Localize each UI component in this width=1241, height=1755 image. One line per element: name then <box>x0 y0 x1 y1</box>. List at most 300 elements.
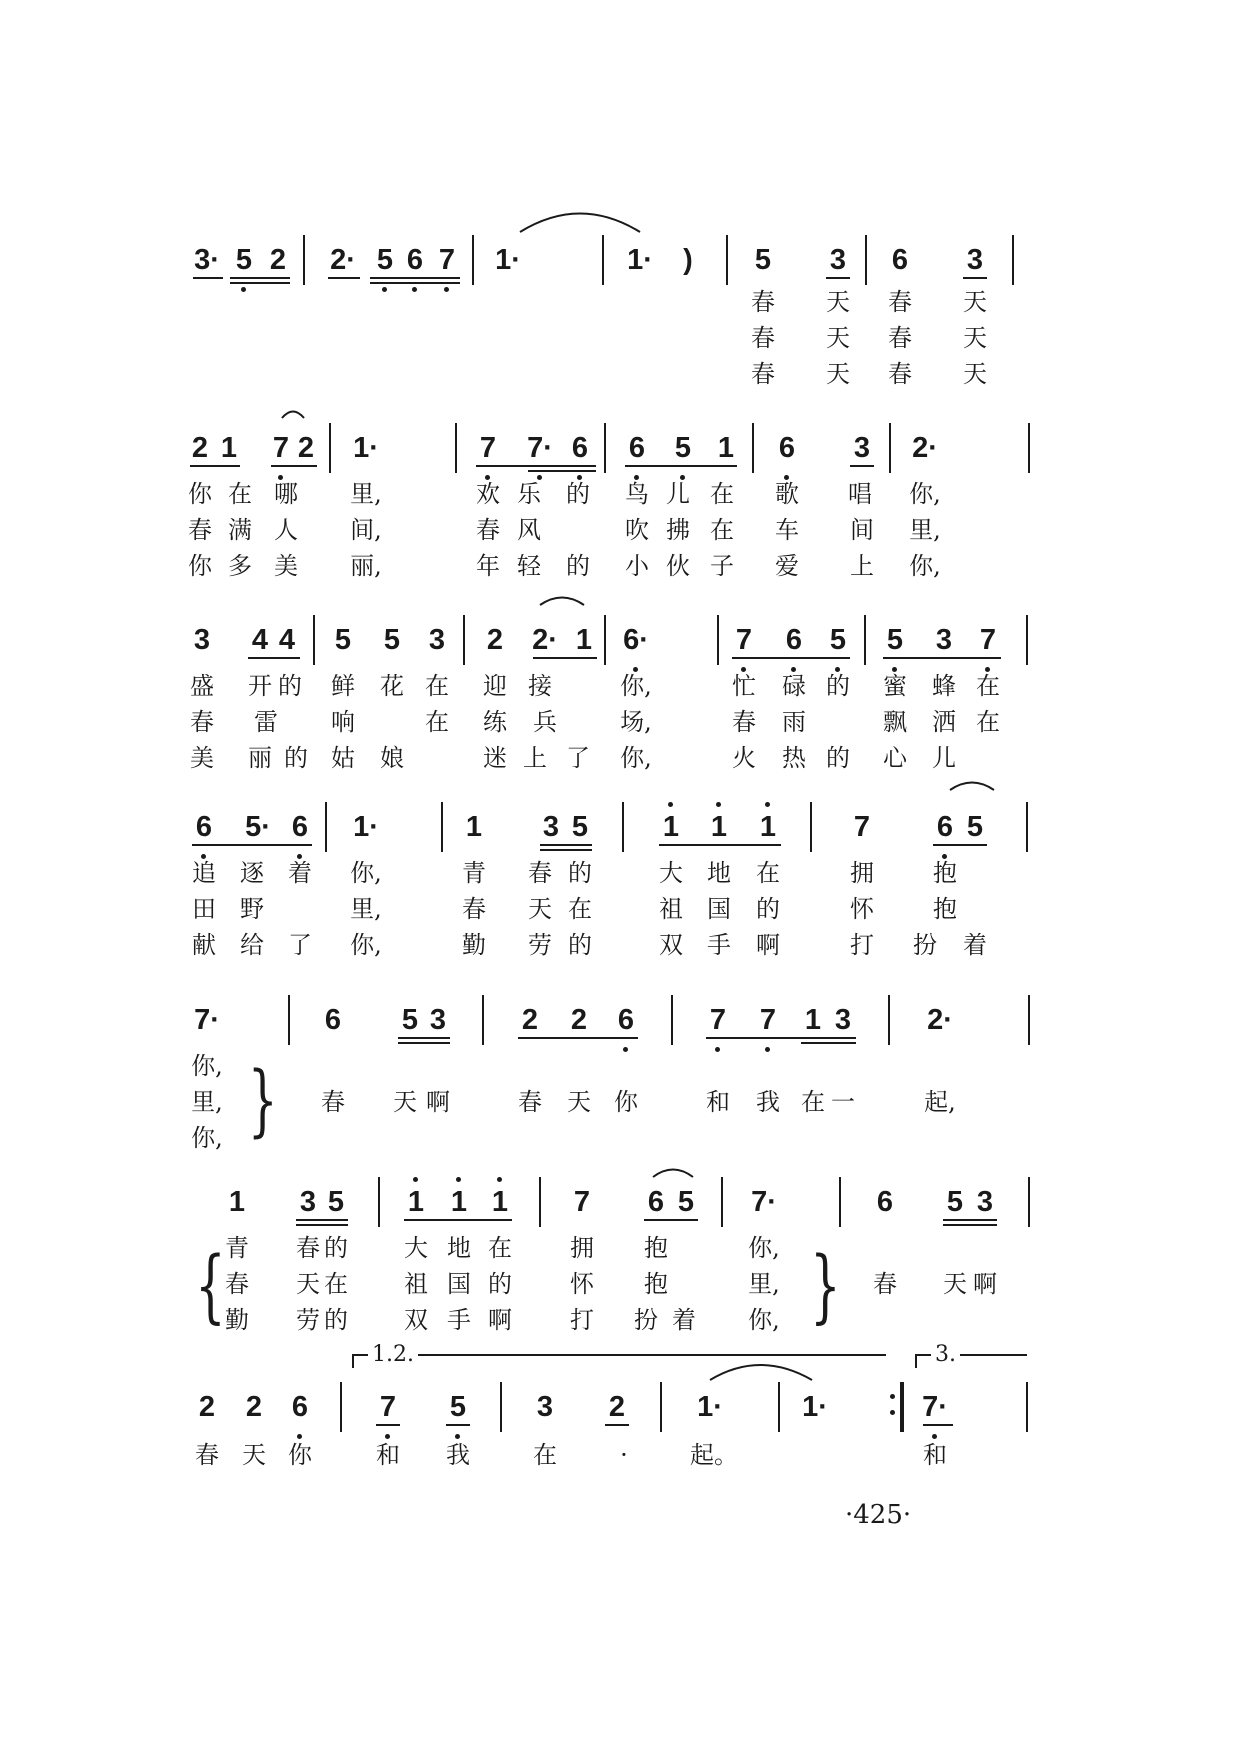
lyric: 大 <box>404 1234 428 1262</box>
lyric: 和 <box>376 1441 400 1469</box>
lyric: 春 <box>518 1088 542 1116</box>
note: 7 <box>853 811 871 843</box>
lyric: 劳 <box>296 1306 320 1334</box>
barline <box>500 1382 502 1432</box>
lyric: 在 <box>425 672 449 700</box>
note: 7 <box>272 432 290 464</box>
lyric: 歌 <box>775 480 799 508</box>
note: 3 <box>966 244 984 276</box>
lyric: 儿 <box>932 744 956 772</box>
lyric: 美 <box>190 744 214 772</box>
note: 2· <box>532 624 558 656</box>
note: 7 <box>379 1391 397 1423</box>
note: 6 <box>936 811 954 843</box>
note: 7· <box>194 1004 220 1036</box>
lyric: 里, <box>909 516 941 544</box>
lyric: 勤 <box>225 1306 249 1334</box>
lyric: 的 <box>324 1306 348 1334</box>
barline <box>671 995 673 1045</box>
volta-bracket <box>352 1342 886 1368</box>
note: 5 <box>235 244 253 276</box>
lyric: 间, <box>350 516 382 544</box>
lyric: 扮 <box>634 1306 658 1334</box>
lyric: 在 <box>756 859 780 887</box>
note: 3 <box>429 1004 447 1036</box>
lyric: 春 <box>873 1270 897 1298</box>
barline <box>463 615 465 665</box>
note: 6 <box>876 1186 894 1218</box>
barline <box>472 235 474 285</box>
lyric: 你, <box>909 480 941 508</box>
note: 4 <box>278 624 296 656</box>
note: 1 <box>220 432 238 464</box>
lyric: 天 <box>963 288 987 316</box>
lyric: 双 <box>404 1306 428 1334</box>
lyric: 娘 <box>380 744 404 772</box>
lyric: 里, <box>350 895 382 923</box>
note: 1 <box>717 432 735 464</box>
note: 3 <box>193 624 211 656</box>
lyric: 你 <box>188 480 212 508</box>
lyric: 满 <box>228 516 252 544</box>
barline <box>441 802 443 852</box>
lyric: 的 <box>284 744 308 772</box>
note: 5 <box>886 624 904 656</box>
lyric: 忙 <box>732 672 756 700</box>
lyric: 天 <box>943 1270 967 1298</box>
note: 1 <box>228 1186 246 1218</box>
lyric: 国 <box>707 895 731 923</box>
lyric: 你, <box>350 931 382 959</box>
lyric: 子 <box>710 552 734 580</box>
note: 7 <box>979 624 997 656</box>
note: 5 <box>449 1391 467 1423</box>
lyric: 在 <box>801 1088 825 1116</box>
lyric: 的 <box>324 1234 348 1262</box>
lyric: 春 <box>321 1088 345 1116</box>
lyric: 心 <box>883 744 907 772</box>
lyric: 大 <box>659 859 683 887</box>
barline <box>288 995 290 1045</box>
lyric: 里, <box>350 480 382 508</box>
lyric: 蜂 <box>932 672 956 700</box>
lyric: 怀 <box>850 895 874 923</box>
lyric: 欢 <box>476 480 500 508</box>
repeat-dot <box>890 1410 895 1415</box>
lyric: 春 <box>462 895 486 923</box>
brace-line: 里, <box>191 1088 223 1116</box>
notes-row <box>0 243 1241 303</box>
lyric: 春 <box>888 324 912 352</box>
lyric: 响 <box>331 708 355 736</box>
lyric: 你 <box>288 1441 312 1469</box>
lyric: 的 <box>826 744 850 772</box>
note: 5 <box>376 244 394 276</box>
barline <box>539 1177 541 1227</box>
lyric: · <box>620 1441 628 1469</box>
note: 3 <box>542 811 560 843</box>
barline <box>1028 1177 1030 1227</box>
note: 5 <box>334 624 352 656</box>
lyric: 儿 <box>666 480 690 508</box>
lyric: 姑 <box>331 744 355 772</box>
barline <box>810 802 812 852</box>
lyric: 天 <box>826 288 850 316</box>
lyric: 间 <box>850 516 874 544</box>
brace-line: 你, <box>191 1124 223 1152</box>
lyric: 天 <box>963 360 987 388</box>
note: 1 <box>575 624 593 656</box>
tie-slur <box>520 214 640 233</box>
barline <box>340 1382 342 1432</box>
barline <box>1028 995 1030 1045</box>
note: 5 <box>754 244 772 276</box>
tie-slur <box>282 412 304 419</box>
note: 7 <box>479 432 497 464</box>
lyric: 给 <box>240 931 264 959</box>
lyric: 天 <box>242 1441 266 1469</box>
lyric: 一 <box>831 1088 855 1116</box>
lyric: 抱 <box>644 1234 668 1262</box>
note: 7 <box>709 1004 727 1036</box>
lyric: 乐 <box>517 480 541 508</box>
note: 1 <box>450 1186 468 1218</box>
notes-row <box>0 1185 1241 1245</box>
barline <box>1028 423 1030 473</box>
lyric: 的 <box>756 895 780 923</box>
lyric: 迷 <box>483 744 507 772</box>
lyric: 勤 <box>462 931 486 959</box>
lyric: 地 <box>707 859 731 887</box>
lyric: 啊 <box>973 1270 997 1298</box>
note: 1· <box>697 1391 723 1423</box>
note: 6 <box>617 1004 635 1036</box>
lyric: 年 <box>476 552 500 580</box>
lyric: 你 <box>614 1088 638 1116</box>
note: 2 <box>245 1391 263 1423</box>
note: 3 <box>976 1186 994 1218</box>
lyric: 野 <box>240 895 264 923</box>
lyric: 春 <box>732 708 756 736</box>
lyric: 你, <box>620 744 652 772</box>
note: 6 <box>891 244 909 276</box>
lyric: 你, <box>909 552 941 580</box>
barline <box>1026 802 1028 852</box>
note: 5· <box>245 811 271 843</box>
lyric: 上 <box>850 552 874 580</box>
note: 5 <box>829 624 847 656</box>
barline <box>888 995 890 1045</box>
barline <box>482 995 484 1045</box>
lyric: 碌 <box>782 672 806 700</box>
lyric: 的 <box>566 480 590 508</box>
lyric: 你, <box>620 672 652 700</box>
note: 2· <box>330 244 356 276</box>
barline <box>1026 615 1028 665</box>
note: 1 <box>491 1186 509 1218</box>
lyric: 国 <box>447 1270 471 1298</box>
lyric: 我 <box>446 1441 470 1469</box>
lyric: 在 <box>488 1234 512 1262</box>
lyric: 在 <box>976 672 1000 700</box>
lyric: 你, <box>350 859 382 887</box>
lyric: 我 <box>756 1088 780 1116</box>
note: 4 <box>251 624 269 656</box>
barline <box>778 1382 780 1432</box>
lyric: 和 <box>923 1441 947 1469</box>
note: 2· <box>912 432 938 464</box>
barline <box>604 423 606 473</box>
barline <box>721 1177 723 1227</box>
lyric: 拥 <box>850 859 874 887</box>
lyric: 拥 <box>570 1234 594 1262</box>
lyric: 了 <box>288 931 312 959</box>
note: 6 <box>778 432 796 464</box>
lyric: 的 <box>566 552 590 580</box>
lyric: 丽 <box>248 744 272 772</box>
volta-label: 3. <box>931 1342 960 1367</box>
barline <box>865 235 867 285</box>
lyric: 热 <box>782 744 806 772</box>
barline <box>329 423 331 473</box>
lyric: 了 <box>566 744 590 772</box>
lyric: 祖 <box>404 1270 428 1298</box>
note: ) <box>683 244 693 276</box>
barline <box>1012 235 1014 285</box>
note: 5 <box>571 811 589 843</box>
page-number: ·425· <box>845 1500 912 1530</box>
lyric: 里, <box>748 1270 780 1298</box>
note: 7· <box>527 432 553 464</box>
lyric: 你, <box>748 1234 780 1262</box>
note: 6 <box>406 244 424 276</box>
barline <box>726 235 728 285</box>
note: 5 <box>966 811 984 843</box>
lyric: 起, <box>924 1088 956 1116</box>
note: 3 <box>834 1004 852 1036</box>
note: 5 <box>383 624 401 656</box>
barline <box>717 615 719 665</box>
lyric: 鸟 <box>625 480 649 508</box>
note: 2 <box>570 1004 588 1036</box>
lyric: 啊 <box>426 1088 450 1116</box>
lyric: 天 <box>826 360 850 388</box>
barline <box>602 235 604 285</box>
note: 1 <box>407 1186 425 1218</box>
note: 1 <box>804 1004 822 1036</box>
note: 6 <box>647 1186 665 1218</box>
right-brace: } <box>247 1056 278 1146</box>
lyric: 春 <box>528 859 552 887</box>
note: 7 <box>735 624 753 656</box>
note: 2 <box>269 244 287 276</box>
lyric: 人 <box>274 516 298 544</box>
lyric: 怀 <box>570 1270 594 1298</box>
lyric: 劳 <box>528 931 552 959</box>
tie-slur <box>653 1170 693 1178</box>
lyric: 天 <box>393 1088 417 1116</box>
lyric: 抱 <box>933 895 957 923</box>
note: 5 <box>401 1004 419 1036</box>
note: 3 <box>536 1391 554 1423</box>
volta-label: 1.2. <box>368 1342 418 1367</box>
lyric: 风 <box>517 516 541 544</box>
lyric: 鲜 <box>331 672 355 700</box>
lyric: 追 <box>192 859 216 887</box>
barline <box>622 802 624 852</box>
note: 2 <box>198 1391 216 1423</box>
lyric: 在 <box>425 708 449 736</box>
lyric: 盛 <box>190 672 214 700</box>
note: 3 <box>829 244 847 276</box>
barline <box>604 615 606 665</box>
note: 3 <box>853 432 871 464</box>
lyric: 春 <box>476 516 500 544</box>
lyric: 着 <box>288 859 312 887</box>
note: 2· <box>927 1004 953 1036</box>
lyric: 在 <box>568 895 592 923</box>
note: 5 <box>946 1186 964 1218</box>
lyric: 春 <box>195 1441 219 1469</box>
lyric: 抱 <box>933 859 957 887</box>
volta-bracket <box>915 1342 1027 1368</box>
lyric: 天 <box>296 1270 320 1298</box>
lyric: 在 <box>710 516 734 544</box>
lyric: 雷 <box>254 708 278 736</box>
lyric: 开 <box>248 672 272 700</box>
barline <box>325 802 327 852</box>
tie-slur <box>950 783 994 791</box>
lyric: 祖 <box>659 895 683 923</box>
note: 1· <box>802 1391 828 1423</box>
lyric: 花 <box>380 672 404 700</box>
note: 6 <box>785 624 803 656</box>
lyric: 打 <box>850 931 874 959</box>
lyric: 天 <box>963 324 987 352</box>
note: 1· <box>495 244 521 276</box>
barline <box>864 615 866 665</box>
note: 1 <box>710 811 728 843</box>
lyric: 春 <box>751 324 775 352</box>
lyric: 双 <box>659 931 683 959</box>
lyric: 扮 <box>913 931 937 959</box>
lyric: 着 <box>963 931 987 959</box>
lyric: 在 <box>976 708 1000 736</box>
note: 7 <box>759 1004 777 1036</box>
lyric: 伙 <box>666 552 690 580</box>
note: 6 <box>571 432 589 464</box>
note: 2 <box>521 1004 539 1036</box>
lyric: 青 <box>225 1234 249 1262</box>
note: 6 <box>291 1391 309 1423</box>
lyric: 爱 <box>775 552 799 580</box>
lyric: 在 <box>228 480 252 508</box>
barline <box>313 615 315 665</box>
note: 3 <box>935 624 953 656</box>
lyric: 蜜 <box>883 672 907 700</box>
note: 3· <box>194 244 220 276</box>
note: 6 <box>324 1004 342 1036</box>
lyric: 手 <box>707 931 731 959</box>
lyric: 练 <box>483 708 507 736</box>
lyric: 打 <box>570 1306 594 1334</box>
lyric: 逐 <box>240 859 264 887</box>
lyric: 在 <box>324 1270 348 1298</box>
barline <box>889 423 891 473</box>
lyric: 着 <box>672 1306 696 1334</box>
lyric: 的 <box>278 672 302 700</box>
note: 7 <box>573 1186 591 1218</box>
lyric: 唱 <box>848 480 872 508</box>
lyric: 场, <box>620 708 652 736</box>
note: 2 <box>297 432 315 464</box>
lyric: 飘 <box>883 708 907 736</box>
lyric: 火 <box>732 744 756 772</box>
lyric: 的 <box>568 859 592 887</box>
lyric: 春 <box>751 288 775 316</box>
note: 1 <box>465 811 483 843</box>
lyric: 吹 <box>625 516 649 544</box>
note: 7· <box>751 1186 777 1218</box>
note: 1· <box>353 811 379 843</box>
lyric: 的 <box>826 672 850 700</box>
note: 1 <box>662 811 680 843</box>
note: 6 <box>291 811 309 843</box>
lyric: 雨 <box>782 708 806 736</box>
lyric: 春 <box>190 708 214 736</box>
lyric: 的 <box>488 1270 512 1298</box>
lyric: 春 <box>888 288 912 316</box>
lyric: 春 <box>225 1270 249 1298</box>
lyric: 春 <box>751 360 775 388</box>
barline <box>303 235 305 285</box>
barline <box>752 423 754 473</box>
note: 1 <box>759 811 777 843</box>
lyric: 丽, <box>350 552 382 580</box>
lyric: 春 <box>296 1234 320 1262</box>
note: 6 <box>628 432 646 464</box>
lyric: 哪 <box>274 480 298 508</box>
note: 5 <box>677 1186 695 1218</box>
note: 7 <box>438 244 456 276</box>
barline <box>839 1177 841 1227</box>
lyric: 轻 <box>517 552 541 580</box>
note: 5 <box>327 1186 345 1218</box>
lyric: 在 <box>533 1441 557 1469</box>
lyric: 你, <box>748 1306 780 1334</box>
note: 3 <box>428 624 446 656</box>
note: 6· <box>623 624 649 656</box>
lyric: 迎 <box>483 672 507 700</box>
lyric: 啊 <box>756 931 780 959</box>
note: 1· <box>353 432 379 464</box>
lyric: 多 <box>228 552 252 580</box>
lyric: 抱 <box>644 1270 668 1298</box>
lyric: 兵 <box>533 708 557 736</box>
lyric: 接 <box>528 672 552 700</box>
lyric: 春 <box>888 360 912 388</box>
lyric: 天 <box>528 895 552 923</box>
right-brace: } <box>810 1239 841 1332</box>
lyric: 拂 <box>666 516 690 544</box>
lyric: 青 <box>462 859 486 887</box>
barline <box>455 423 457 473</box>
lyric: 起。 <box>690 1441 738 1469</box>
lyric: 车 <box>775 516 799 544</box>
note: 2 <box>191 432 209 464</box>
note: 6 <box>195 811 213 843</box>
lyric: 在 <box>710 480 734 508</box>
